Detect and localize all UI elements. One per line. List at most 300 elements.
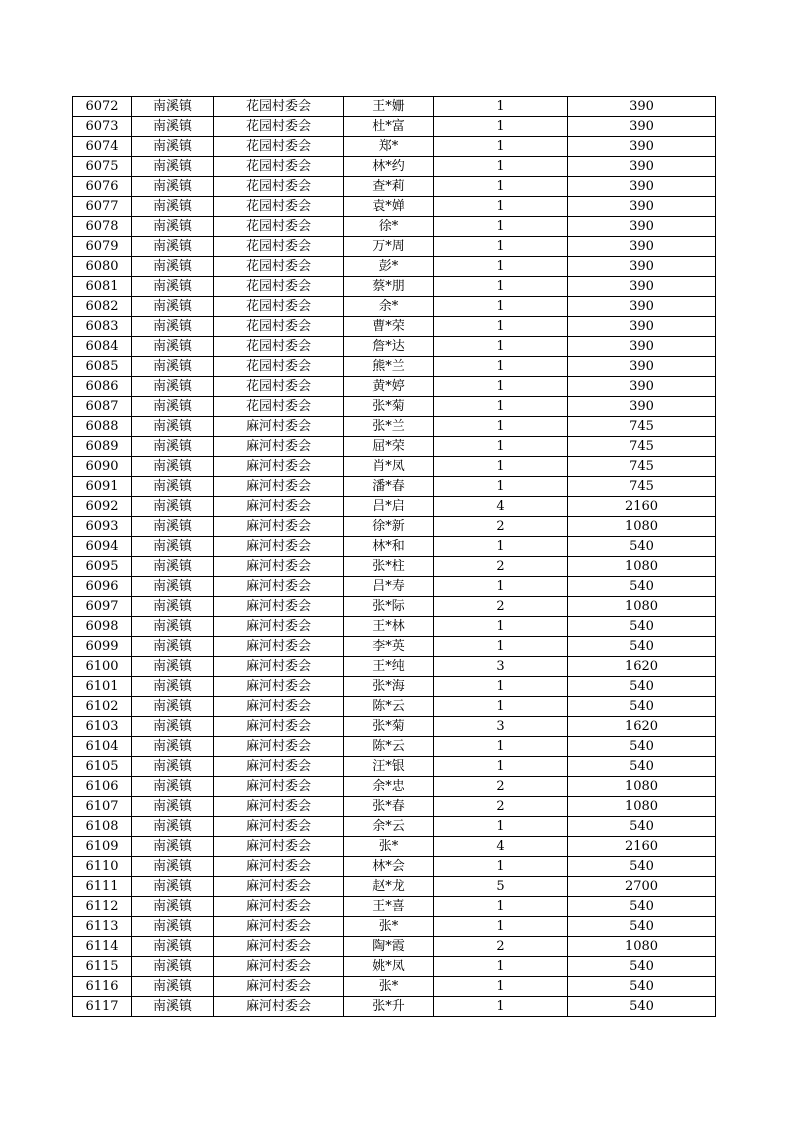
serial-number-cell: 6076 — [73, 177, 132, 197]
serial-number-cell: 6104 — [73, 737, 132, 757]
count-cell: 4 — [434, 837, 568, 857]
count-cell: 1 — [434, 477, 568, 497]
village-cell: 花园村委会 — [214, 217, 344, 237]
serial-number-cell: 6083 — [73, 317, 132, 337]
table-row — [73, 677, 716, 697]
town-cell: 南溪镇 — [132, 557, 214, 577]
amount-cell: 390 — [568, 357, 716, 377]
village-cell: 花园村委会 — [214, 137, 344, 157]
table-row — [73, 297, 716, 317]
count-cell: 2 — [434, 517, 568, 537]
village-cell: 麻河村委会 — [214, 437, 344, 457]
count-cell: 1 — [434, 737, 568, 757]
name-cell: 王*姗 — [344, 97, 434, 117]
amount-cell: 1080 — [568, 557, 716, 577]
amount-cell: 390 — [568, 297, 716, 317]
village-cell: 麻河村委会 — [214, 737, 344, 757]
village-cell: 麻河村委会 — [214, 457, 344, 477]
amount-cell: 540 — [568, 957, 716, 977]
amount-cell: 540 — [568, 637, 716, 657]
town-cell: 南溪镇 — [132, 577, 214, 597]
town-cell: 南溪镇 — [132, 357, 214, 377]
town-cell: 南溪镇 — [132, 337, 214, 357]
town-cell: 南溪镇 — [132, 817, 214, 837]
village-cell: 花园村委会 — [214, 277, 344, 297]
count-cell: 1 — [434, 677, 568, 697]
amount-cell: 540 — [568, 817, 716, 837]
table-row — [73, 517, 716, 537]
village-cell: 花园村委会 — [214, 317, 344, 337]
amount-cell: 390 — [568, 197, 716, 217]
town-cell: 南溪镇 — [132, 877, 214, 897]
table-row — [73, 957, 716, 977]
name-cell: 张*海 — [344, 677, 434, 697]
name-cell: 赵*龙 — [344, 877, 434, 897]
serial-number-cell: 6116 — [73, 977, 132, 997]
town-cell: 南溪镇 — [132, 777, 214, 797]
town-cell: 南溪镇 — [132, 317, 214, 337]
table-row — [73, 577, 716, 597]
table-row — [73, 397, 716, 417]
name-cell: 彭* — [344, 257, 434, 277]
name-cell: 徐* — [344, 217, 434, 237]
count-cell: 4 — [434, 497, 568, 517]
table-row — [73, 417, 716, 437]
count-cell: 2 — [434, 797, 568, 817]
table-row — [73, 757, 716, 777]
serial-number-cell: 6111 — [73, 877, 132, 897]
count-cell: 1 — [434, 317, 568, 337]
amount-cell: 1620 — [568, 657, 716, 677]
name-cell: 曹*荣 — [344, 317, 434, 337]
count-cell: 1 — [434, 297, 568, 317]
count-cell: 1 — [434, 817, 568, 837]
table-row — [73, 157, 716, 177]
count-cell: 1 — [434, 977, 568, 997]
table-row — [73, 137, 716, 157]
table-row — [73, 557, 716, 577]
town-cell: 南溪镇 — [132, 157, 214, 177]
count-cell: 1 — [434, 957, 568, 977]
town-cell: 南溪镇 — [132, 137, 214, 157]
town-cell: 南溪镇 — [132, 737, 214, 757]
town-cell: 南溪镇 — [132, 597, 214, 617]
village-cell: 花园村委会 — [214, 297, 344, 317]
table-row — [73, 217, 716, 237]
amount-cell: 540 — [568, 857, 716, 877]
table-row — [73, 477, 716, 497]
village-cell: 花园村委会 — [214, 337, 344, 357]
table-row — [73, 877, 716, 897]
table-row — [73, 457, 716, 477]
table-row — [73, 997, 716, 1017]
amount-cell: 390 — [568, 157, 716, 177]
serial-number-cell: 6086 — [73, 377, 132, 397]
table-row — [73, 377, 716, 397]
name-cell: 熊*兰 — [344, 357, 434, 377]
town-cell: 南溪镇 — [132, 197, 214, 217]
amount-cell: 745 — [568, 417, 716, 437]
name-cell: 林*约 — [344, 157, 434, 177]
name-cell: 袁*婵 — [344, 197, 434, 217]
town-cell: 南溪镇 — [132, 897, 214, 917]
amount-cell: 745 — [568, 457, 716, 477]
table-row — [73, 857, 716, 877]
serial-number-cell: 6091 — [73, 477, 132, 497]
name-cell: 陈*云 — [344, 697, 434, 717]
count-cell: 1 — [434, 137, 568, 157]
count-cell: 1 — [434, 337, 568, 357]
serial-number-cell: 6100 — [73, 657, 132, 677]
count-cell: 1 — [434, 917, 568, 937]
count-cell: 2 — [434, 557, 568, 577]
count-cell: 1 — [434, 457, 568, 477]
table-row — [73, 897, 716, 917]
serial-number-cell: 6081 — [73, 277, 132, 297]
name-cell: 黄*婷 — [344, 377, 434, 397]
serial-number-cell: 6102 — [73, 697, 132, 717]
amount-cell: 540 — [568, 737, 716, 757]
name-cell: 杜*富 — [344, 117, 434, 137]
town-cell: 南溪镇 — [132, 417, 214, 437]
amount-cell: 390 — [568, 137, 716, 157]
serial-number-cell: 6101 — [73, 677, 132, 697]
count-cell: 1 — [434, 217, 568, 237]
count-cell: 1 — [434, 157, 568, 177]
amount-cell: 1080 — [568, 777, 716, 797]
town-cell: 南溪镇 — [132, 717, 214, 737]
name-cell: 张*春 — [344, 797, 434, 817]
village-cell: 麻河村委会 — [214, 657, 344, 677]
amount-cell: 540 — [568, 677, 716, 697]
count-cell: 1 — [434, 97, 568, 117]
village-cell: 花园村委会 — [214, 177, 344, 197]
amount-cell: 2160 — [568, 837, 716, 857]
village-cell: 花园村委会 — [214, 377, 344, 397]
serial-number-cell: 6103 — [73, 717, 132, 737]
count-cell: 1 — [434, 537, 568, 557]
table-row — [73, 117, 716, 137]
town-cell: 南溪镇 — [132, 377, 214, 397]
serial-number-cell: 6098 — [73, 617, 132, 637]
name-cell: 詹*达 — [344, 337, 434, 357]
amount-cell: 745 — [568, 477, 716, 497]
name-cell: 张* — [344, 917, 434, 937]
name-cell: 汪*银 — [344, 757, 434, 777]
town-cell: 南溪镇 — [132, 697, 214, 717]
amount-cell: 390 — [568, 337, 716, 357]
table-row — [73, 337, 716, 357]
village-cell: 花园村委会 — [214, 257, 344, 277]
amount-cell: 540 — [568, 577, 716, 597]
name-cell: 屈*荣 — [344, 437, 434, 457]
amount-cell: 1080 — [568, 597, 716, 617]
count-cell: 1 — [434, 377, 568, 397]
name-cell: 张*菊 — [344, 397, 434, 417]
village-cell: 麻河村委会 — [214, 517, 344, 537]
serial-number-cell: 6075 — [73, 157, 132, 177]
count-cell: 1 — [434, 857, 568, 877]
count-cell: 1 — [434, 417, 568, 437]
table-row — [73, 937, 716, 957]
town-cell: 南溪镇 — [132, 537, 214, 557]
serial-number-cell: 6096 — [73, 577, 132, 597]
town-cell: 南溪镇 — [132, 97, 214, 117]
serial-number-cell: 6113 — [73, 917, 132, 937]
name-cell: 吕*寿 — [344, 577, 434, 597]
village-cell: 麻河村委会 — [214, 757, 344, 777]
name-cell: 郑* — [344, 137, 434, 157]
name-cell: 肖*凤 — [344, 457, 434, 477]
count-cell: 5 — [434, 877, 568, 897]
serial-number-cell: 6080 — [73, 257, 132, 277]
name-cell: 张*际 — [344, 597, 434, 617]
count-cell: 1 — [434, 637, 568, 657]
table-row — [73, 657, 716, 677]
village-cell: 麻河村委会 — [214, 537, 344, 557]
amount-cell: 390 — [568, 377, 716, 397]
town-cell: 南溪镇 — [132, 837, 214, 857]
table-row — [73, 697, 716, 717]
amount-cell: 390 — [568, 117, 716, 137]
amount-cell: 540 — [568, 897, 716, 917]
village-cell: 花园村委会 — [214, 197, 344, 217]
town-cell: 南溪镇 — [132, 437, 214, 457]
name-cell: 王*林 — [344, 617, 434, 637]
serial-number-cell: 6090 — [73, 457, 132, 477]
table-row — [73, 437, 716, 457]
amount-cell: 390 — [568, 257, 716, 277]
table-row — [73, 317, 716, 337]
amount-cell: 540 — [568, 617, 716, 637]
serial-number-cell: 6112 — [73, 897, 132, 917]
amount-cell: 540 — [568, 997, 716, 1017]
village-cell: 麻河村委会 — [214, 557, 344, 577]
serial-number-cell: 6073 — [73, 117, 132, 137]
amount-cell: 2700 — [568, 877, 716, 897]
amount-cell: 390 — [568, 177, 716, 197]
serial-number-cell: 6099 — [73, 637, 132, 657]
village-cell: 麻河村委会 — [214, 977, 344, 997]
village-cell: 麻河村委会 — [214, 937, 344, 957]
name-cell: 潘*春 — [344, 477, 434, 497]
amount-cell: 745 — [568, 437, 716, 457]
town-cell: 南溪镇 — [132, 457, 214, 477]
name-cell: 张*兰 — [344, 417, 434, 437]
table-row — [73, 237, 716, 257]
count-cell: 1 — [434, 997, 568, 1017]
village-cell: 麻河村委会 — [214, 677, 344, 697]
table-row — [73, 597, 716, 617]
town-cell: 南溪镇 — [132, 977, 214, 997]
count-cell: 1 — [434, 257, 568, 277]
amount-cell: 540 — [568, 757, 716, 777]
count-cell: 2 — [434, 777, 568, 797]
serial-number-cell: 6092 — [73, 497, 132, 517]
town-cell: 南溪镇 — [132, 517, 214, 537]
table-row — [73, 277, 716, 297]
serial-number-cell: 6072 — [73, 97, 132, 117]
name-cell: 陈*云 — [344, 737, 434, 757]
serial-number-cell: 6109 — [73, 837, 132, 857]
name-cell: 余*云 — [344, 817, 434, 837]
town-cell: 南溪镇 — [132, 957, 214, 977]
count-cell: 1 — [434, 117, 568, 137]
table-row — [73, 717, 716, 737]
town-cell: 南溪镇 — [132, 917, 214, 937]
table-row — [73, 197, 716, 217]
village-cell: 花园村委会 — [214, 357, 344, 377]
serial-number-cell: 6117 — [73, 997, 132, 1017]
table-row — [73, 977, 716, 997]
village-cell: 花园村委会 — [214, 157, 344, 177]
serial-number-cell: 6107 — [73, 797, 132, 817]
name-cell: 李*英 — [344, 637, 434, 657]
table-row — [73, 817, 716, 837]
village-cell: 麻河村委会 — [214, 477, 344, 497]
village-cell: 麻河村委会 — [214, 917, 344, 937]
village-cell: 麻河村委会 — [214, 597, 344, 617]
village-cell: 麻河村委会 — [214, 897, 344, 917]
serial-number-cell: 6087 — [73, 397, 132, 417]
count-cell: 1 — [434, 437, 568, 457]
count-cell: 3 — [434, 717, 568, 737]
serial-number-cell: 6114 — [73, 937, 132, 957]
serial-number-cell: 6077 — [73, 197, 132, 217]
serial-number-cell: 6078 — [73, 217, 132, 237]
name-cell: 张*柱 — [344, 557, 434, 577]
amount-cell: 540 — [568, 917, 716, 937]
village-cell: 花园村委会 — [214, 397, 344, 417]
serial-number-cell: 6082 — [73, 297, 132, 317]
name-cell: 王*喜 — [344, 897, 434, 917]
town-cell: 南溪镇 — [132, 617, 214, 637]
household-table — [72, 96, 716, 1017]
serial-number-cell: 6094 — [73, 537, 132, 557]
amount-cell: 540 — [568, 697, 716, 717]
village-cell: 麻河村委会 — [214, 497, 344, 517]
serial-number-cell: 6085 — [73, 357, 132, 377]
table-row — [73, 497, 716, 517]
amount-cell: 390 — [568, 397, 716, 417]
amount-cell: 540 — [568, 537, 716, 557]
name-cell: 余*忠 — [344, 777, 434, 797]
table-row — [73, 97, 716, 117]
serial-number-cell: 6088 — [73, 417, 132, 437]
town-cell: 南溪镇 — [132, 237, 214, 257]
serial-number-cell: 6108 — [73, 817, 132, 837]
village-cell: 麻河村委会 — [214, 837, 344, 857]
village-cell: 麻河村委会 — [214, 417, 344, 437]
table-row — [73, 357, 716, 377]
town-cell: 南溪镇 — [132, 117, 214, 137]
village-cell: 麻河村委会 — [214, 577, 344, 597]
serial-number-cell: 6089 — [73, 437, 132, 457]
name-cell: 蔡*朋 — [344, 277, 434, 297]
table-row — [73, 797, 716, 817]
name-cell: 张* — [344, 837, 434, 857]
serial-number-cell: 6095 — [73, 557, 132, 577]
village-cell: 花园村委会 — [214, 117, 344, 137]
table-body — [73, 97, 716, 1017]
serial-number-cell: 6105 — [73, 757, 132, 777]
village-cell: 麻河村委会 — [214, 817, 344, 837]
amount-cell: 390 — [568, 97, 716, 117]
town-cell: 南溪镇 — [132, 217, 214, 237]
town-cell: 南溪镇 — [132, 497, 214, 517]
count-cell: 1 — [434, 197, 568, 217]
table-row — [73, 737, 716, 757]
table-row — [73, 837, 716, 857]
count-cell: 1 — [434, 397, 568, 417]
count-cell: 1 — [434, 757, 568, 777]
town-cell: 南溪镇 — [132, 757, 214, 777]
name-cell: 吕*启 — [344, 497, 434, 517]
village-cell: 麻河村委会 — [214, 997, 344, 1017]
town-cell: 南溪镇 — [132, 797, 214, 817]
table-row — [73, 177, 716, 197]
village-cell: 麻河村委会 — [214, 617, 344, 637]
town-cell: 南溪镇 — [132, 657, 214, 677]
serial-number-cell: 6110 — [73, 857, 132, 877]
village-cell: 麻河村委会 — [214, 957, 344, 977]
count-cell: 1 — [434, 897, 568, 917]
serial-number-cell: 6093 — [73, 517, 132, 537]
amount-cell: 1620 — [568, 717, 716, 737]
serial-number-cell: 6079 — [73, 237, 132, 257]
village-cell: 麻河村委会 — [214, 717, 344, 737]
serial-number-cell: 6097 — [73, 597, 132, 617]
table-row — [73, 617, 716, 637]
village-cell: 花园村委会 — [214, 97, 344, 117]
serial-number-cell: 6084 — [73, 337, 132, 357]
amount-cell: 390 — [568, 277, 716, 297]
count-cell: 1 — [434, 577, 568, 597]
town-cell: 南溪镇 — [132, 297, 214, 317]
count-cell: 3 — [434, 657, 568, 677]
amount-cell: 390 — [568, 317, 716, 337]
amount-cell: 1080 — [568, 517, 716, 537]
name-cell: 余* — [344, 297, 434, 317]
name-cell: 查*莉 — [344, 177, 434, 197]
count-cell: 1 — [434, 237, 568, 257]
name-cell: 陶*霞 — [344, 937, 434, 957]
count-cell: 1 — [434, 277, 568, 297]
name-cell: 万*周 — [344, 237, 434, 257]
table-row — [73, 537, 716, 557]
town-cell: 南溪镇 — [132, 677, 214, 697]
amount-cell: 390 — [568, 217, 716, 237]
table-row — [73, 257, 716, 277]
village-cell: 花园村委会 — [214, 237, 344, 257]
village-cell: 麻河村委会 — [214, 877, 344, 897]
amount-cell: 1080 — [568, 797, 716, 817]
name-cell: 林*和 — [344, 537, 434, 557]
town-cell: 南溪镇 — [132, 477, 214, 497]
village-cell: 麻河村委会 — [214, 637, 344, 657]
town-cell: 南溪镇 — [132, 857, 214, 877]
name-cell: 张*升 — [344, 997, 434, 1017]
amount-cell: 1080 — [568, 937, 716, 957]
village-cell: 麻河村委会 — [214, 797, 344, 817]
name-cell: 王*纯 — [344, 657, 434, 677]
town-cell: 南溪镇 — [132, 277, 214, 297]
table-row — [73, 777, 716, 797]
town-cell: 南溪镇 — [132, 397, 214, 417]
amount-cell: 2160 — [568, 497, 716, 517]
name-cell: 林*会 — [344, 857, 434, 877]
amount-cell: 390 — [568, 237, 716, 257]
